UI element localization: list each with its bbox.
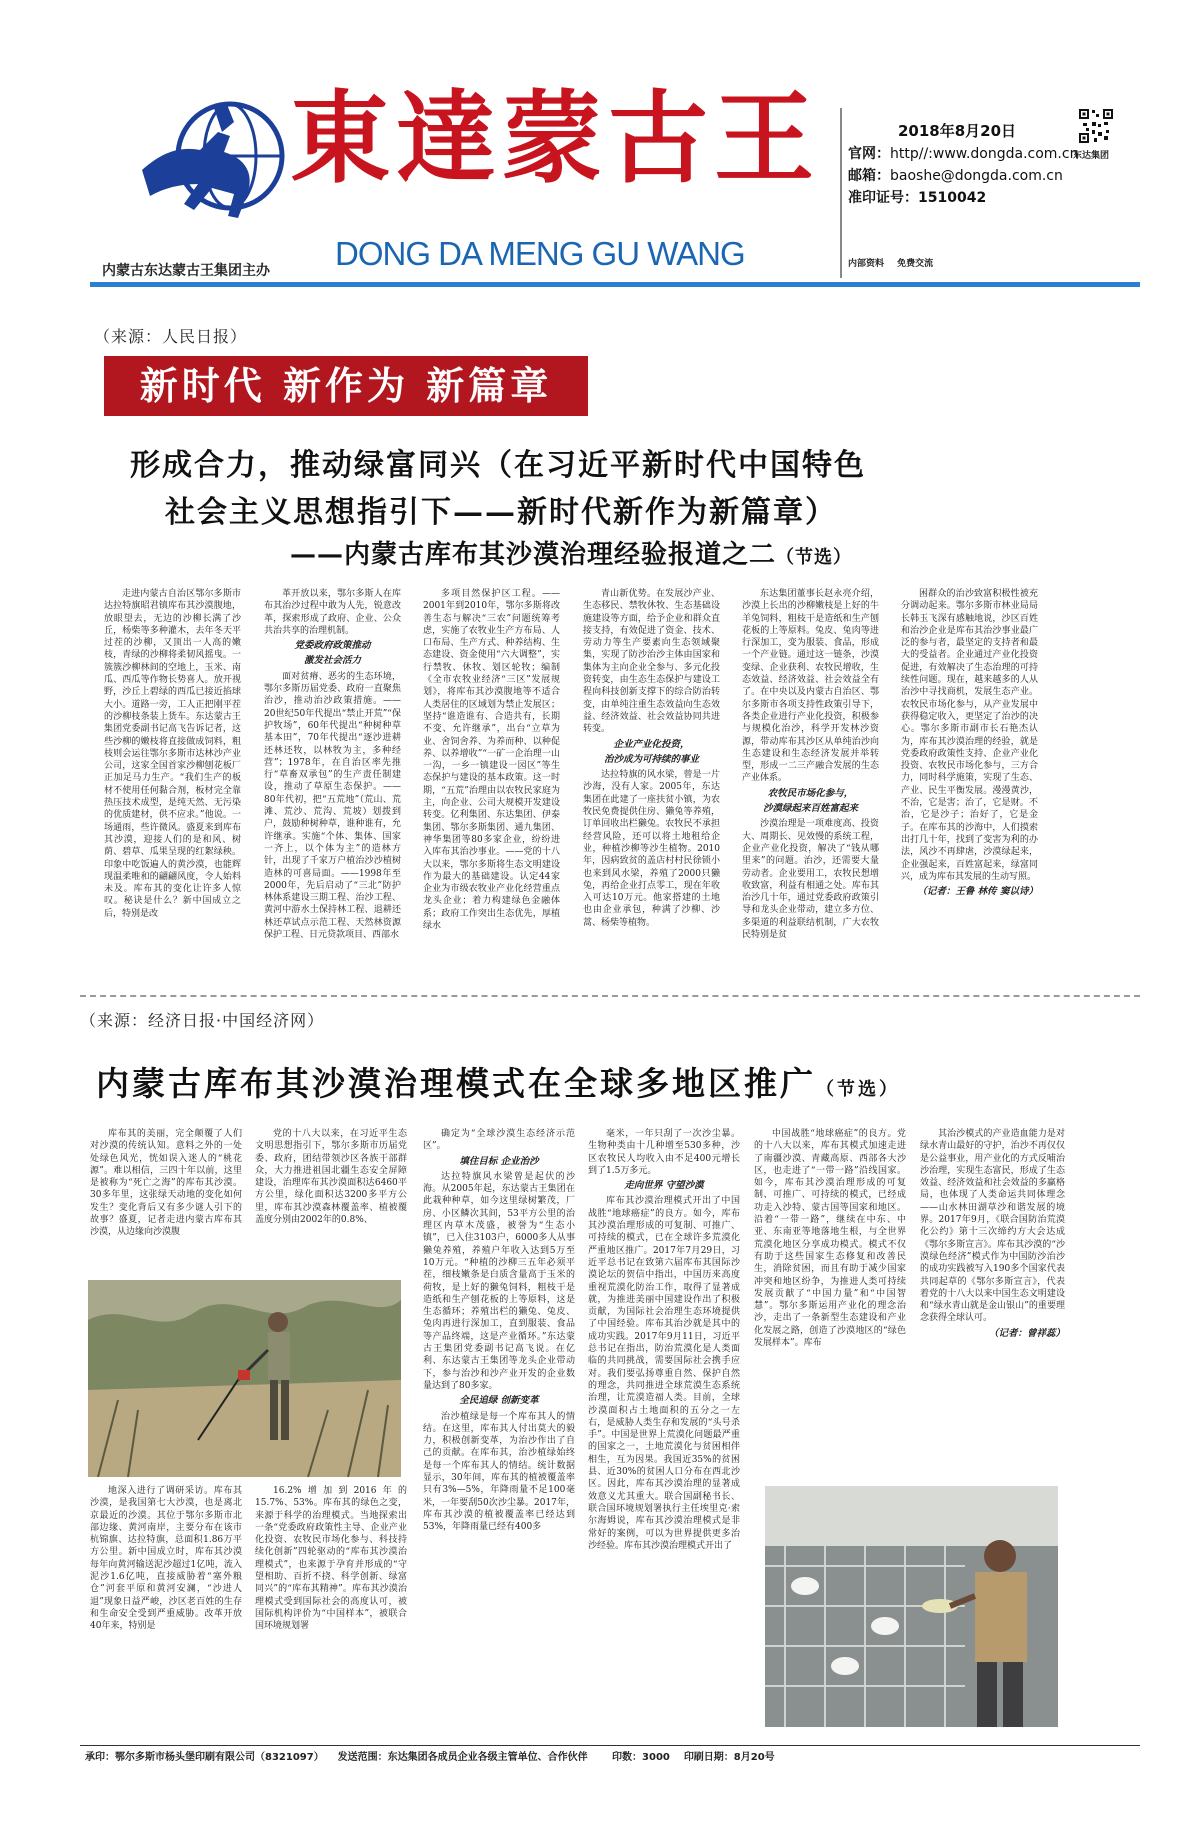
article1-col3-text: 多项目然保护区工程。——2001年到2010年，鄂尔多斯将改善生态与解决“三农”问题统筹考虑，实施了农牧业生产方布局、人口布局、生产方式、种养结构、生态建设、资金使用“六大调整”，实行禁牧、休牧、划区轮牧；编制《全市农牧业经济“三区”发展规划》，将库布其沙漠腹地等不适合人类居住的区域划为禁止发展区；坚持“谁造谁有、合造共有，长期不变、允许继承”，出台“立草为业、舍饲舍养、为养而种、以种促养、以养增收”“一矿一企治理一山一沟，一乡一镇建设一园区”等生态保护与建设的基本政策。这一时期，“五荒”治理由以农牧民家庭为主，向企业、公司大规模开发建设转变。亿利集团、东达集团、伊泰集团、鄂尔多斯集团、通九集团、神华集团等80多家企业，纷纷进入库布其治沙事业。——党的十八大以来，鄂尔多斯将生态文明建设作为最大的基础建设。认定44家企业为市级农牧业产业化经营重点龙头企业；着力构建绿色金融体系；政府工作突出生态优先，厚植绿水 (423, 589, 560, 932)
article1-subhead-3b: 沙漠绿起来百姓富起来 (762, 803, 858, 815)
article2-col3-text-b: 达拉特旗风水梁曾是起伏的沙海。从2005年起，东达蒙古王集团在此栽种种草，如今这里绿树繁茂，厂房、小区鳞次其间，53平方公里的治理区内草木茂盛，被誉为“生态小镇”，已入住3103户，6000多人从事獭兔养殖，养殖户年收入达到5万至10万元。“种植的沙柳三五年必须平茬，细枝嫩条是白质含量高于玉米的荷牧，是上好的獭兔饲料，粗枝干是造纸和生产刨花板的上等原料，这是生态循环；养殖出栏的獭兔、兔皮、兔肉再进行深加工，直到服装、食品等产品终端，这是产业循环。”东达蒙古王集团党委副书记高飞说。在亿利、东达蒙古王集团等龙头企业带动下，参与治沙和沙产业开发的企业数量达到了80多家。 (423, 1171, 575, 1391)
newspaper-title: 東達蒙古王 (290, 79, 820, 197)
article1-subhead-2b: 治沙成为可持续的事业 (603, 753, 699, 765)
article2-column-1 (90, 1128, 242, 1273)
article2-column-5 (754, 1128, 906, 1478)
article1-subtitle (290, 534, 852, 571)
article2-subhead-2: 全民追绿 创新变革 (459, 1395, 539, 1407)
article2-column-2b (255, 1485, 407, 1740)
article2-col3-text-c: 治沙植绿是每一个库布其人的情结。在这里，库布其人付出莫大的毅力，积极创新变革，为治沙作出了自己的贡献。在库布其，治沙植绿始终是每一个库布其人的情结。统计数据显示，30年间，库布其的植被覆盖率只有3%—5%，年降雨量不足100毫米，一年要刮50次沙尘暴。2017年，库布其沙漠的植被覆盖率已经达到53%，年降雨量已经有400多 (423, 1411, 575, 1533)
article2-subhead-3: 走向世界 守望沙漠 (624, 1180, 704, 1192)
article1-col5-text-b: 沙漠治理是一项难度高、投资大、周期长、见效慢的系统工程，企业产业化投资，解决了“钱从哪里来”的问题。治沙，还需要大量劳动者。企业要用工，农牧民想增收致富，利益有相通之处。库布其治沙几十年，通过党委政府政策引导和龙头企业带动，建立多方位、多渠道的利益联结机制，广大农牧民特别是贫 (742, 819, 879, 941)
article2-col1-text: 库布其的美丽，完全颠覆了人们对沙漠的传统认知。意料之外的一处处绿色风光，恍如误入迷人的“桃花源”。难以相信，三四十年以前，这里是被称为“死亡之海”的库布其沙漠。30多年里，这张绿天动地的变化如何发生？变化背后又有多少谜人引下的故事？盛夏，记者走进内蒙古库布其沙漠，从边缘向沙漠腹 (90, 1129, 242, 1238)
article2-col2-text: 党的十八大以来，在习近平生态文明思想指引下，鄂尔多斯市历届党委、政府，团结带领沙区各族干部群众，大力推进祖国北疆生态安全屏障建设，治理库布其沙漠面积达6460平方公里，绿化面积达3200多平方公里，库布其沙漠森林覆盖率、植被覆盖度分别由2002年的0.8%、 (255, 1129, 407, 1226)
article1-subhead-2a: 企业产业化投资， (613, 738, 690, 750)
article1-subhead-1b: 激发社会活力 (303, 655, 361, 667)
article2-col2-text-b: 16.2%增加到2016年的15.7%、53%。库布其的绿色之变，来源于科学的治理模式。当地探索出一条“党委政府政策性主导、企业产业化投资、农牧民市场化参与、科技持续化创新”四轮驱动的“库布其沙漠治理模式”，也来源于孕育并形成的“守望相助、百折不挠、科学创新、绿富同兴”的“库布其精神”。库布其沙漠治理模式受到国际社会的高度认可，被国际机构评价为“中国样本”，被联合国环境规划署 (255, 1486, 407, 1632)
footer-rule (80, 1745, 1140, 1746)
masthead-tags (848, 256, 933, 269)
article2-col4-text: 毫米，一年只刮了一次沙尘暴。生物种类由十几种增至530多种，沙区农牧民人均收入由不足400元增长到了1.5万多元。 (588, 1129, 740, 1176)
article1-column-6 (901, 588, 1038, 996)
article1-col6-text: 困群众的治沙致富积极性被充分调动起来。鄂尔多斯市林业局局长韩玉飞深有感触地说，沙区百姓和治沙企业是库布其治沙事业最广泛的参与者，最坚定的支持者和最大的受益者。企业通过产业化投资促进，有效解决了生态治理的可持续性问题。现在，越来越多的人从治沙中寻找商机，发展生态产业。农牧民市场化参与，从产业发展中获得稳定收入，更坚定了治沙的决心。鄂尔多斯市副市长石艳杰认为，库布其沙漠治理的经验，就是党委政府政策性支持、企业产业化投资、农牧民市场化参与，三方合力，同时科学施策，实现了生态、产业、民生平衡发展。漫漫黄沙，不治，它是害；治了，它是财。不治，它是沙子；治好了，它是金子。在库布其的沙海中，人们摸索出打几十年，找到了变害为利的办法，风沙不再肆虐，沙漠绿起来，企业强起来，百姓富起来，绿富同兴，成为库布其发展的生动写照。 (901, 589, 1038, 882)
article1-column-4 (583, 588, 720, 996)
footer-info (85, 1748, 775, 1763)
article1-column-2 (264, 588, 401, 996)
footer-distribution: 发送范围：东达集团各成员企业各级主管单位、合作伙伴 (337, 1752, 588, 1763)
article1-col4-text-b: 达拉特旗的风水梁，曾是一片沙海，没有人家。2005年，东达集团在此建了一座扶贫小镇，为农牧民免费提供住房、獭兔等养殖，订单回收出栏獭兔。农牧民不承担经营风险，还可以将土地租给企业，种植沙柳等沙生植物。2010年，因病致贫的盖店村村民徐锁小也来到风水梁，养殖了2000只獭兔，再给企业打点零工，现在年收入可达10万元。他家搭建的土地也由企业承包，种满了沙柳、沙蒿、杨柴等植物。 (583, 770, 720, 928)
article2-col5-text: 中国战胜“地球癌症”的良方。党的十八大以来，库布其模式加速走进了南疆沙漠、青藏高原、西部各大沙区，也走进了“一带一路”沿线国家。如今，库布其沙漠治理形成的可复制、可推广、可持续的模式，已经成功走入沙特、蒙古国等国家和地区。沿着“一带一路”，继续在中东、中亚、东南亚等地落地生根，与全世界荒漠化地区分享成功模式。模式不仅有助于这些国家生态修复和改善民生，消除贫困，而且有助于减少国家冲突和地区纷争，为推进人类可持续发展贡献了“中国力量”和“中国智慧”。鄂尔多斯运用产业化的理念治沙，走出了一条新型生态建设和产业化发展之路，创造了沙漠地区的“绿色发展样本”。库布 (754, 1129, 906, 1349)
article1-column-3 (423, 588, 560, 996)
footer-printer: 承印：鄂尔多斯市杨头堡印刷有限公司（8321097） (85, 1752, 324, 1763)
article2-column-3 (423, 1128, 575, 1740)
article2-col6-text: 其治沙模式的产业造血能力是对绿水青山最好的守护，治沙不再仅仅是公益事业，用产业化的方式反哺治沙治理，实现生态富民，形成了生态效益、经济效益和社会效益的多赢格局，也体现了人类命运共同体理念——山水林田湖草沙和谐发展的境界。2017年9月，《联合国防治荒漠化公约》第十三次缔约方大会达成《鄂尔多斯宣言》。库布其沙漠的“沙漠绿色经济”模式作为中国防沙治沙的成功实践被写入190多个国家代表共同起草的《鄂尔多斯宣言》，代表着党的十八大以来中国生态文明建设和“绿水青山就是金山银山”的重要理念获得全球认可。 (920, 1129, 1065, 1324)
article1-title-line1: 形成合力，推动绿富同兴（在习近平新时代中国特色 (130, 448, 866, 483)
permit-number: 1510042 (918, 190, 987, 206)
qr-caption: 东达集团 (1073, 151, 1110, 161)
masthead-divider (840, 108, 842, 278)
article1-column-1 (104, 588, 241, 996)
article1-subhead-1a: 党委政府政策推动 (294, 640, 371, 652)
article2-title-note: （节选） (816, 1079, 900, 1100)
article2-column-6 (920, 1128, 1065, 1478)
article1-source: （来源：人民日报） (94, 327, 248, 346)
section-banner: 新时代 新作为 新篇章 (104, 356, 588, 416)
article2-column-1b (90, 1485, 242, 1740)
email-label: 邮箱： (848, 168, 890, 184)
footer-print-date: 印刷日期：8月20号 (683, 1752, 775, 1763)
article1-title-line2: 社会主义思想指引下——新时代新作为新篇章） (165, 495, 837, 530)
permit-label: 准印证号： (848, 190, 918, 206)
footer-copies: 印数：3000 (612, 1752, 670, 1763)
rabbit-farmer-photo (765, 1486, 1058, 1727)
email-link[interactable]: baoshe@dongda.com.cn (890, 168, 1063, 184)
article2-col3-text: 确定为“全球沙漠生态经济示范区”。 (423, 1129, 575, 1152)
article1-col5-text: 东达集团董事长赵永亮介绍，沙漠上长出的沙柳嫩枝是上好的牛羊兔饲料，粗枝干是造纸和生产刨花板的上等原料。兔皮、兔肉等进行深加工，变为服装、食品，形成一个产业链。通过这一链条，沙漠变绿、企业获利、农牧民增收，生态效益、经济效益、社会效益全有了。在中央以及内蒙古自治区、鄂尔多斯市各项支持性政策引导下，各类企业进行产业化投资，积极参与规模化治沙，科学开发林沙资源，带动库布其沙区从单纯治沙向生态建设和生态经济发展并举转型，形成一二三产融合发展的生态产业体系。 (742, 589, 879, 784)
article2-column-4 (588, 1128, 740, 1740)
newspaper-title-pinyin: DONG DA MENG GU WANG (335, 235, 745, 272)
article2-col4-text-b: 库布其沙漠治理模式开出了中国战胜“地球癌症”的良方。如今，库布其沙漠治理形成的可复制、可推广、可持续的模式，已在全球许多荒漠化严重地区推广。2017年7月29日，习近平总书记在致第六届库布其国际沙漠论坛的贺信中指出，中国历来高度重视荒漠化防治工作，取得了显著成就，为推进美丽中国建设作出了积极贡献，为国际社会治理生态环境提供了中国经验。库布其治沙就是其中的成功实践。2017年9月11日，习近平总书记在指出，防治荒漠化是人类面临的共同挑战，需要国际社会携手应对。我们要弘扬尊重自然、保护自然的理念，共同推进全球荒漠生态系统治理，让荒漠造福人类。目前，全球沙漠面积占土地面积的五分之一左右，是威胁人类生存和发展的“头号杀手”。中国是世界上荒漠化问题最严重的国家之一，土地荒漠化与贫困相伴相生，互为因果。我国近35%的贫困县、近30%的贫困人口分布在西北沙区。因此，库布其沙漠治理的显著成效意义尤其重大。联合国副秘书长、联合国环境规划署执行主任埃里克·索尔海姆说，库布其沙漠治理模式是非常好的案例，可以为世界提供更多治沙经验。库布其沙漠治理模式开出了 (588, 1196, 740, 1551)
masthead-info (848, 120, 1078, 209)
tag-internal: 内部资料 (848, 259, 885, 269)
article2-credit: （记者：曾祥蕊） (988, 1327, 1065, 1339)
section-divider (80, 995, 1140, 997)
article2-title-text: 内蒙古库布其沙漠治理模式在全球多地区推广 (96, 1064, 816, 1103)
article1-column-5 (742, 588, 879, 996)
issue-date: 2018年8月20日 (898, 122, 1017, 140)
article1-col4-text: 青山新优势。在发展沙产业、生态移民、禁牧休牧、生态基础设施建设等方面，给予企业和群众直接支持，有效促进了资金、技术、劳动力等生产要素向生态领域聚集，实现了防沙治沙主体由国家和集体为主向企业全参与、多元化投资转变，由生态生态保护与建设工程向科技创新支撑下的综合防治转变，由单纯注重生态效益向生态效益、经济效益、社会效益协同共进转变。 (583, 589, 720, 735)
article1-col1-text: 走进内蒙古自治区鄂尔多斯市达拉特旗昭君镇库布其沙漠腹地，放眼望去，无边的沙柳长满了沙丘，杨柴等多种灌木，去年冬天平过茬的沙柳，又顶出一人高的嫩枝，青绿的沙柳将柔韧风摇曳。一簇簇沙柳林间的空地上，玉米、南瓜、西瓜等作物长势喜人。放开视野，沙丘上碧绿的西瓜已接近掐球大小。道路一旁，工人正把刚平茬的沙柳枝条装上货车。东达蒙古王集团党委副书记高飞告诉记者，这些沙柳的嫩枝将直接做成饲料，粗枝则会运往鄂尔多斯市达林沙产业公司，这家全国首家沙柳刨花板厂正加足马力生产。“我们生产的板材不使用任何黏合剂，板材完全靠热压技术成型，是纯天然、无污染的优质建材，供不应求。”他说。一场通雨，些许微风。盛夏来到库布其沙漠，迎接人们的是和风、树荫、碧草、瓜果呈现的红絮绿秧。印象中吃饭遍人的黄沙漠，也能辉现温柔唯和的翩翩风度，令人始料未及。库布其的变化让许多人惊叹。秘诀是什么？新中国成立之后，特别是改 (104, 589, 241, 919)
article2-column-2 (255, 1128, 407, 1273)
article2-col1-text-b: 地深入进行了调研采访。库布其沙漠，是我国第七大沙漠，也是离北京最近的沙漠。其位于鄂尔多斯市北部边缘、黄河南岸，主要分布在该市杭锦旗、达拉特旗，总面积1.86万平方公里。新中国成立时，库布其沙漠每年向黄河输送泥沙超过1亿吨，流入泥沙1.6亿吨，直接威胁着“塞外粮仓”河套平原和黄河安澜，“沙进人退”现象日益严峻，沙区老百姓的生存和生命安全受到严重威胁。改革开放40年来，特别是 (90, 1486, 242, 1632)
masthead-rule (90, 282, 1140, 287)
horse-rider-emblem-icon (122, 92, 302, 242)
tag-free: 免费交流 (897, 259, 934, 269)
desert-worker-photo (88, 1280, 401, 1477)
article1-subtitle-note: （节选） (776, 547, 853, 568)
website-link[interactable]: http//:www.dongda.com.cn (890, 146, 1079, 162)
website-label: 官网： (848, 146, 890, 162)
host-organization: 内蒙古东达蒙古王集团主办 (102, 263, 270, 279)
article1-col2-text: 革开放以来，鄂尔多斯人在库布其治沙过程中敢为人先，锐意改革，探索形成了政府、企业、公众共治共享的治理机制。 (264, 589, 401, 636)
qr-code-icon (1078, 108, 1114, 144)
article2-source: （来源：经济日报·中国经济网） (80, 1011, 325, 1030)
article1-col2-text-b: 面对贫瘠、恶劣的生态环境，鄂尔多斯历届党委、政府一直聚焦治沙，推动治沙政策措施。——20世纪50年代提出“禁止开荒”“保护牧场”，60年代提出“种树种草基本田”，70年代提出“逐沙进耕还林还牧，以林牧为主，多种经营”；1978年，在自治区率先推行“草畜双承包”的生产责任制建设，推动了草原生态保护。——80年代初，把“五荒地”（荒山、荒滩、荒沙、荒沟、荒坡）划拨到户，鼓励种树种草，谁种谁有，允许继承。实施“个体、集体、国家一齐上，以个体为主”的造林方针，出现了千家万户植治沙沙植树造林的可喜局面。——1998年至2000年，先后启动了“三北”防护林体系建设三期工程、治沙工程、黄河中游水土保持林工程、退耕还林还草试点示范工程、天然林资源保护工程、日元贷款项目、西部水 (264, 671, 401, 941)
article1-subtitle-text: ——内蒙古库布其沙漠治理经验报道之二 (290, 540, 777, 570)
article2-title (96, 1058, 900, 1105)
article1-subhead-3a: 农牧民市场化参与， (767, 787, 854, 799)
article1-credit: （记者：王鲁 林传 窦以诗） (917, 886, 1038, 898)
article2-subhead-1: 填住目标 企业治沙 (459, 1155, 539, 1167)
